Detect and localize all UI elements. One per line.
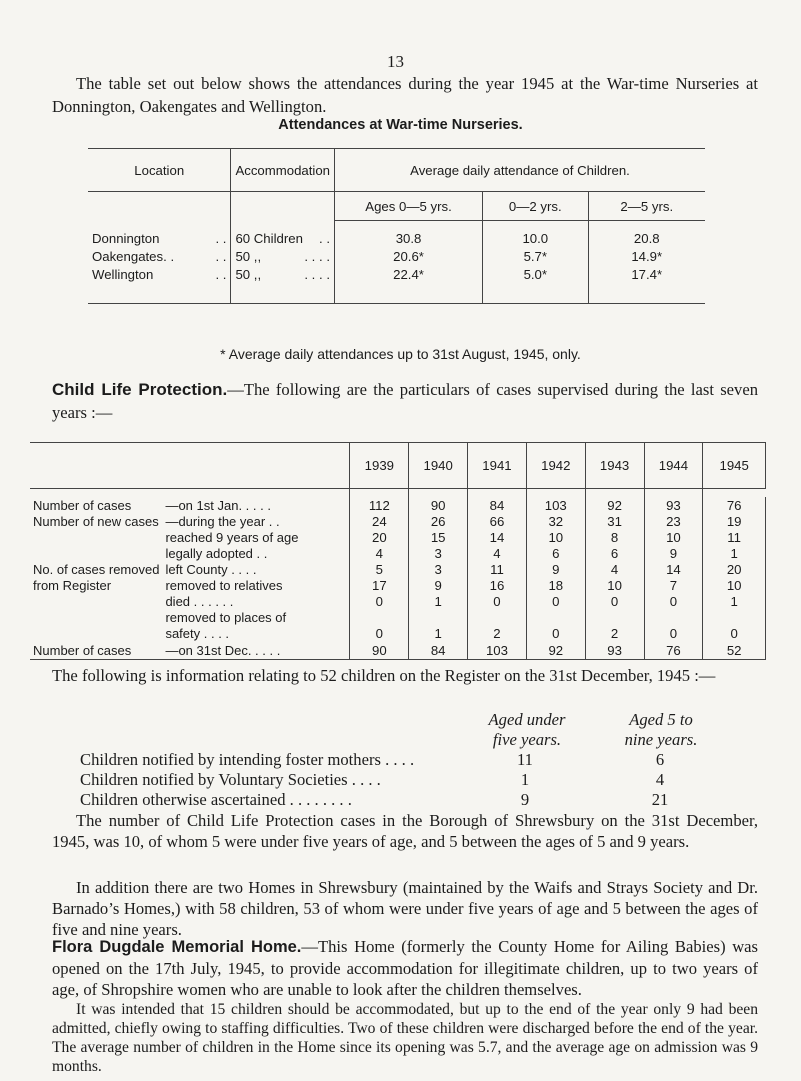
value-cell: 0 — [703, 625, 766, 641]
child-life-heading: Child Life Protection. — [52, 380, 228, 399]
value-cell: 14 — [468, 529, 527, 545]
row-label — [30, 593, 162, 609]
row-sublabel: safety . . . . — [165, 625, 230, 641]
table1-header-row — [88, 149, 705, 192]
value-cell — [703, 609, 766, 625]
value-cell: 32 — [526, 513, 585, 529]
table1-title: Attendances at War-time Nurseries. — [278, 117, 523, 133]
accommodation-cell: 50 ,, . . . . — [231, 265, 335, 283]
value-cell: 0 — [585, 593, 644, 609]
value-cell: 0 — [526, 593, 585, 609]
value-cell: 93 — [585, 641, 644, 660]
value-cell: 84 — [409, 641, 468, 660]
list-item: Children notified by intending foster mothers . . . . 11 6 — [80, 750, 665, 769]
value-cell: 6 — [585, 545, 644, 561]
table-row — [30, 545, 766, 561]
child-life-table — [30, 442, 766, 660]
year-header: 1942 — [526, 443, 585, 489]
year-header: 1939 — [350, 443, 409, 489]
value-cell — [409, 609, 468, 625]
register-intro: The following is information relating to 52 children on the Register on the 31st December, 1945 :— — [52, 666, 716, 685]
value-cell: 90 — [409, 497, 468, 513]
value-cell: 5.7* — [483, 247, 588, 265]
value-cell: 14 — [644, 561, 703, 577]
value-cell: 93 — [644, 497, 703, 513]
row-sublabel: —during the year . . — [165, 513, 280, 529]
list-item: Children notified by Voluntary Societies . . . . 1 4 — [80, 770, 665, 789]
value-cell — [468, 609, 527, 625]
value-cell: 8 — [585, 529, 644, 545]
value-cell: 14.9* — [588, 247, 705, 265]
value-cell: 0 — [644, 593, 703, 609]
value-cell: 23 — [644, 513, 703, 529]
value-cell: 9 — [644, 545, 703, 561]
table-row — [30, 529, 766, 545]
flora-heading: Flora Dugdale Memorial Home. — [52, 938, 302, 956]
average-attendance-header: Average daily attendance of Children. — [335, 149, 705, 192]
value-cell — [350, 609, 409, 625]
row-sublabel: removed to places of — [165, 609, 287, 625]
flora-paragraph — [52, 936, 758, 1000]
row-label: Number of cases — [33, 497, 132, 513]
table-row — [30, 577, 766, 593]
value-cell: 20.6* — [335, 247, 483, 265]
table-row — [30, 561, 766, 577]
location-cell: Wellington . . — [88, 265, 231, 283]
flora-text: —This Home (formerly the County Home for Ailing Babies) was opened on the 17th July, 1945, to provide accommodation for illegitimate children, up to two years of age, of Shropshire women who are unable to look after the children themselves. — [52, 937, 758, 999]
value-cell: 10 — [585, 577, 644, 593]
value-cell: 112 — [350, 497, 409, 513]
ages-2-5-header: 2—5 yrs. — [588, 192, 705, 221]
table-row — [88, 229, 705, 247]
under-five-subheader: five years. — [492, 730, 562, 749]
value-cell: 20.8 — [588, 229, 705, 247]
value-cell: 0 — [644, 625, 703, 641]
borough-paragraph: The number of Child Life Protection cases in the Borough of Shrewsbury on the 31st December, 1945, was 10, of whom 5 were under five years of age, and 5 between the ages of 5 and 9 years. — [52, 811, 758, 851]
table-row — [30, 609, 766, 625]
row-sublabel: reached 9 years of age — [165, 529, 299, 545]
value-cell: 15 — [409, 529, 468, 545]
value-cell: 1 — [409, 593, 468, 609]
year-header: 1940 — [409, 443, 468, 489]
value-cell: 2 — [468, 625, 527, 641]
row-sublabel: died . . . . . . — [165, 593, 234, 609]
table-row — [30, 641, 766, 660]
value-cell: 76 — [644, 641, 703, 660]
value-cell: 5.0* — [483, 265, 588, 283]
location-header: Location — [88, 149, 231, 192]
row-sublabel: left County . . . . — [165, 561, 257, 577]
value-cell: 11 — [703, 529, 766, 545]
value-cell: 92 — [526, 641, 585, 660]
value-cell — [526, 609, 585, 625]
value-cell: 52 — [703, 641, 766, 660]
value-cell: 7 — [644, 577, 703, 593]
row-label — [30, 609, 162, 625]
value-cell: 10 — [526, 529, 585, 545]
five-to-nine-subheader: nine years. — [624, 730, 698, 749]
value-cell: 1 — [703, 593, 766, 609]
child-life-text: —The following are the particulars of cases supervised during the last seven years :— — [52, 380, 758, 422]
value-cell: 19 — [703, 513, 766, 529]
value-cell: 76 — [703, 497, 766, 513]
value-cell: 4 — [585, 561, 644, 577]
year-header: 1944 — [644, 443, 703, 489]
value-cell: 20 — [703, 561, 766, 577]
row-sublabel: legally adopted . . — [165, 545, 268, 561]
value-cell: 26 — [409, 513, 468, 529]
value-cell: 4 — [350, 545, 409, 561]
value-cell: 16 — [468, 577, 527, 593]
list-item: Children otherwise ascertained . . . . . . . . 9 21 — [80, 790, 669, 809]
value-cell: 10 — [703, 577, 766, 593]
register-header-row-2 — [80, 730, 760, 750]
value-cell: 2 — [585, 625, 644, 641]
value-cell: 11 — [468, 561, 527, 577]
value-cell: 1 — [409, 625, 468, 641]
row-label: Number of cases — [30, 641, 162, 660]
value-cell: 103 — [468, 641, 527, 660]
value-cell: 9 — [409, 577, 468, 593]
years-header-row — [30, 443, 766, 489]
value-cell: 10.0 — [483, 229, 588, 247]
value-cell — [585, 609, 644, 625]
location-cell: Oakengates. . . . — [88, 247, 231, 265]
value-cell: 9 — [526, 561, 585, 577]
row-label — [30, 529, 162, 545]
accommodation-cell: 60 Children . . — [231, 229, 335, 247]
homes-paragraph: In addition there are two Homes in Shrewsbury (maintained by the Waifs and Strays Society and Dr. Barnado’s Homes,) with 58 children, 53 of whom were under five years of age and 5 between the ages of five and nine years. — [52, 878, 758, 939]
value-cell: 3 — [409, 561, 468, 577]
value-cell: 103 — [526, 497, 585, 513]
value-cell: 5 — [350, 561, 409, 577]
value-cell: 17 — [350, 577, 409, 593]
row-label: from Register — [33, 577, 112, 593]
value-cell: 84 — [468, 497, 527, 513]
value-cell: 6 — [526, 545, 585, 561]
value-cell: 17.4* — [588, 265, 705, 283]
five-to-nine-header: Aged 5 to — [629, 710, 693, 729]
table-row — [30, 513, 766, 529]
value-cell: 0 — [350, 593, 409, 609]
value-cell: 92 — [585, 497, 644, 513]
value-cell: 0 — [468, 593, 527, 609]
value-cell: 3 — [409, 545, 468, 561]
value-cell: 0 — [526, 625, 585, 641]
value-cell: 24 — [350, 513, 409, 529]
value-cell: 1 — [703, 545, 766, 561]
table-row — [30, 625, 766, 641]
value-cell: 18 — [526, 577, 585, 593]
row-sublabel: —on 31st Dec. . . . . — [162, 641, 349, 660]
accommodation-cell: 50 ,, . . . . — [231, 247, 335, 265]
under-five-header: Aged under — [488, 710, 566, 729]
table-row — [88, 247, 705, 265]
value-cell: 22.4* — [335, 265, 483, 283]
row-label: No. of cases removed — [33, 561, 160, 577]
value-cell: 90 — [350, 641, 409, 660]
value-cell: 0 — [350, 625, 409, 641]
value-cell: 4 — [468, 545, 527, 561]
table1-footnote: * Average daily attendances up to 31st August, 1945, only. — [220, 346, 581, 362]
value-cell: 10 — [644, 529, 703, 545]
child-life-paragraph — [52, 378, 758, 424]
page-number: 13 — [387, 52, 404, 71]
nursery-attendance-table — [88, 148, 705, 304]
year-header: 1943 — [585, 443, 644, 489]
final-paragraph: It was intended that 15 children should be accommodated, but up to the end of the year only 9 had been admitted, chiefly owing to staffing difficulties. Two of these children were discharged before the end of the year. The average number of children in the Home since its opening was 5.7, and the average age on admission was 9 months. — [52, 1001, 758, 1075]
location-cell: Donnington . . — [88, 229, 231, 247]
register-table — [80, 710, 760, 810]
register-header-row — [80, 710, 760, 730]
ages-0-5-header: Ages 0—5 yrs. — [335, 192, 483, 221]
intro-paragraph: The table set out below shows the attendances during the year 1945 at the War-time Nurseries at Donnington, Oakengates and Wellington. — [52, 74, 758, 116]
row-label: Number of new cases — [33, 513, 159, 529]
table-row — [88, 265, 705, 283]
table1-subheader-row — [88, 192, 705, 221]
year-header: 1941 — [468, 443, 527, 489]
table-row — [30, 497, 766, 513]
value-cell: 30.8 — [335, 229, 483, 247]
row-sublabel: removed to relatives — [165, 577, 283, 593]
value-cell: 66 — [468, 513, 527, 529]
value-cell — [644, 609, 703, 625]
year-header: 1945 — [703, 443, 766, 489]
row-label — [30, 625, 162, 641]
value-cell: 31 — [585, 513, 644, 529]
table-row — [30, 593, 766, 609]
row-sublabel: —on 1st Jan. . . . . — [165, 497, 271, 513]
ages-0-2-header: 0—2 yrs. — [483, 192, 588, 221]
value-cell: 20 — [350, 529, 409, 545]
row-label — [30, 545, 162, 561]
accommodation-header: Accommodation — [231, 149, 335, 192]
